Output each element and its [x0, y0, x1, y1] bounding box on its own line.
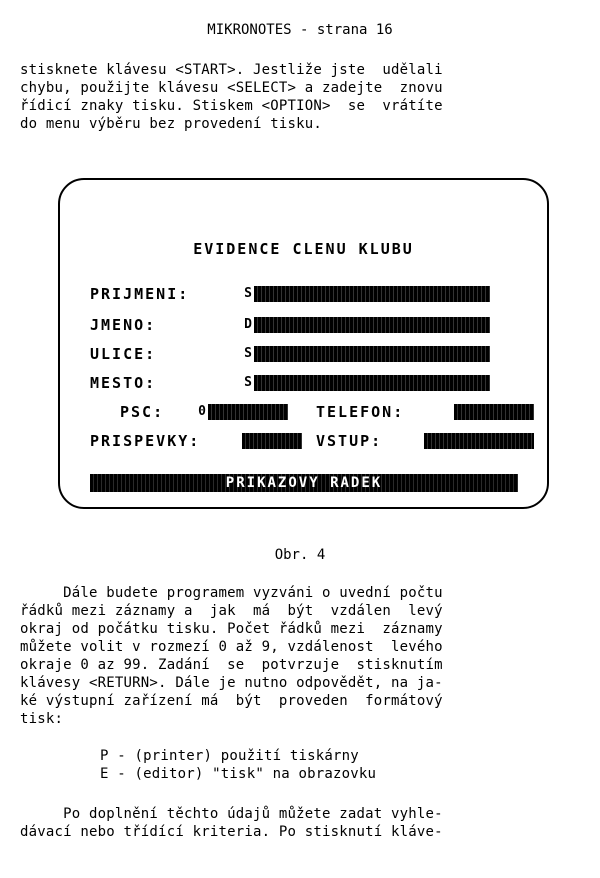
field-label-ulice: ULICE:	[90, 345, 157, 363]
field-value-jmeno: D	[242, 317, 254, 333]
field-label-prispevky: PRISPEVKY:	[90, 432, 201, 450]
field-label-vstup: VSTUP:	[316, 432, 383, 450]
field-label-jmeno: JMENO:	[90, 316, 157, 334]
closing-line: Po doplnění těchto údajů můžete zadat vyhle-	[20, 806, 443, 822]
intro-line: stisknete klávesu <START>. Jestliže jste udělali	[20, 62, 443, 78]
command-line-bar[interactable]	[90, 474, 518, 492]
field-input-prispevky[interactable]	[242, 433, 302, 449]
closing-line: dávací nebo třídící kriteria. Po stisknutí kláve-	[20, 824, 443, 840]
field-value-prijmeni: S	[242, 286, 254, 302]
field-input-psc[interactable]	[196, 404, 288, 420]
field-label-mesto: MESTO:	[90, 374, 157, 392]
field-value-psc: 0	[196, 404, 208, 420]
intro-line: do menu výběru bez provedení tisku.	[20, 116, 323, 132]
body-line: okraje 0 az 99. Zadání se potvrzuje stisknutím	[20, 657, 443, 673]
page-header: MIKRONOTES - strana 16	[207, 22, 393, 38]
figure-screen-panel	[58, 178, 549, 509]
body-line: ké výstupní zařízení má být proveden formátový	[20, 693, 443, 709]
field-input-ulice[interactable]	[242, 346, 490, 362]
field-label-telefon: TELEFON:	[316, 403, 405, 421]
intro-line: chybu, použijte klávesu <SELECT> a zadejte znovu	[20, 80, 443, 96]
field-value-ulice: S	[242, 346, 254, 362]
field-label-psc: PSC:	[120, 403, 165, 421]
body-line: tisk:	[20, 711, 64, 727]
field-label-prijmeni: PRIJMENI:	[90, 285, 190, 303]
option-printer: P - (printer) použití tiskárny	[100, 748, 359, 764]
body-line: Dále budete programem vyzváni o uvední počtu	[20, 585, 443, 601]
body-line: můžete volit v rozmezí 0 až 9, vzdálenost levého	[20, 639, 443, 655]
field-input-prijmeni[interactable]	[242, 286, 490, 302]
field-value-mesto: S	[242, 375, 254, 391]
field-input-vstup[interactable]	[424, 433, 534, 449]
intro-line: řídicí znaky tisku. Stiskem <OPTION> se vrátíte	[20, 98, 443, 114]
body-line: řádků mezi záznamy a jak má být vzdálen levý	[20, 603, 443, 619]
field-input-jmeno[interactable]	[242, 317, 490, 333]
command-line-label: PRIKAZOVY RADEK	[225, 475, 383, 491]
field-input-mesto[interactable]	[242, 375, 490, 391]
body-line: okraj od počátku tisku. Počet řádků mezi záznamy	[20, 621, 443, 637]
screen-title: EVIDENCE CLENU KLUBU	[193, 240, 414, 258]
option-editor: E - (editor) "tisk" na obrazovku	[100, 766, 377, 782]
body-line: klávesy <RETURN>. Dále je nutno odpovědět, na ja-	[20, 675, 443, 691]
figure-caption: Obr. 4	[274, 547, 326, 563]
field-input-telefon[interactable]	[454, 404, 534, 420]
